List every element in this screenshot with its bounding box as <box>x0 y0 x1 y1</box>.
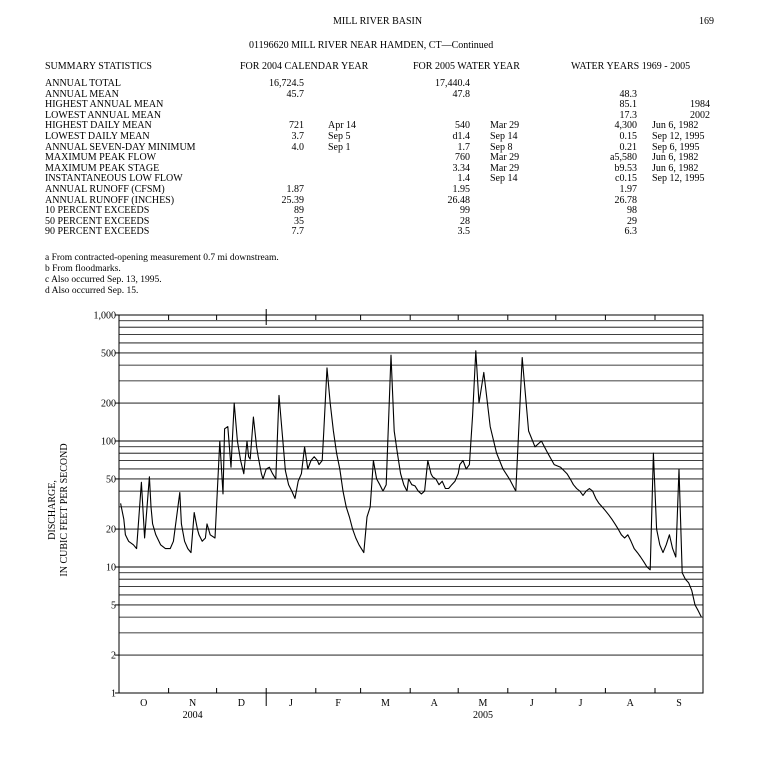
stat-value-2005: 540 <box>455 120 470 132</box>
stat-value-2004: 7.7 <box>291 226 304 238</box>
y-tick-label: 10 <box>106 562 116 574</box>
month-label: A <box>626 698 634 709</box>
stat-label: 10 PERCENT EXCEEDS <box>45 205 150 217</box>
stat-value-period: a5,580 <box>610 152 637 164</box>
month-label: A <box>430 698 438 709</box>
discharge-series-line <box>121 351 702 617</box>
stat-value-period: 1.97 <box>619 184 637 195</box>
stat-value-period: 48.3 <box>619 88 637 100</box>
stat-date-period: Jun 6, 1982 <box>652 152 699 164</box>
stat-value-period: b9.53 <box>614 162 637 174</box>
stat-date-2005: Sep 14 <box>490 173 518 185</box>
page-number: 169 <box>699 16 714 27</box>
stat-value-period: c0.15 <box>615 173 637 185</box>
stat-value-2004: 1.87 <box>286 184 304 195</box>
stat-date-2005: Mar 29 <box>490 162 520 174</box>
stat-label: MAXIMUM PEAK FLOW <box>45 152 157 164</box>
stat-label: INSTANTANEOUS LOW FLOW <box>45 173 183 185</box>
stat-value-2004: 4.0 <box>291 141 304 153</box>
station-title: 01196620 MILL RIVER NEAR HAMDEN, CT—Continued <box>249 40 494 51</box>
y-tick-label: 500 <box>101 348 116 360</box>
plot-frame <box>119 315 703 693</box>
y-axis-label-line2: IN CUBIC FEET PER SECOND <box>59 443 70 577</box>
y-tick-label: 2 <box>111 650 116 662</box>
stat-date-period: Sep 6, 1995 <box>652 141 700 153</box>
stat-date-2005: Mar 29 <box>490 152 520 164</box>
y-tick-label: 1,000 <box>93 310 116 322</box>
footnote-d: d Also occurred Sep. 15. <box>45 286 139 296</box>
stat-value-period: 0.15 <box>619 131 637 142</box>
month-label: F <box>335 698 341 709</box>
month-label: S <box>676 698 682 709</box>
footnote-a: a From contracted-opening measurement 0.7 mi downstream. <box>45 253 279 263</box>
stat-value-2005: 760 <box>455 152 470 164</box>
stat-value-2005: 1.95 <box>452 184 470 195</box>
stat-value-2004: 89 <box>294 205 304 217</box>
month-label: M <box>380 698 390 709</box>
stat-label: 90 PERCENT EXCEEDS <box>45 226 150 238</box>
stat-date-2005: Mar 29 <box>490 120 520 132</box>
stat-label: LOWEST ANNUAL MEAN <box>45 109 162 121</box>
year-label: 2005 <box>473 710 493 721</box>
stat-value-2004: 3.7 <box>291 131 304 142</box>
y-tick-label: 100 <box>101 436 116 448</box>
y-tick-label: 50 <box>106 474 116 486</box>
month-label: N <box>188 698 197 709</box>
stat-value-2005: d1.4 <box>452 131 470 142</box>
stat-label: 50 PERCENT EXCEEDS <box>45 215 150 227</box>
stat-value-2004: 721 <box>289 120 304 132</box>
period-of-record-header: WATER YEARS 1969 - 2005 <box>571 61 691 72</box>
calendar-year-header: FOR 2004 CALENDAR YEAR <box>240 61 369 72</box>
stat-value-2004: 25.39 <box>281 194 304 206</box>
month-label: J <box>289 698 293 709</box>
month-label: M <box>478 698 488 709</box>
stat-value-2005: 47.8 <box>452 88 470 100</box>
stat-value-period: 29 <box>627 215 637 227</box>
stat-value-period: 26.78 <box>614 194 637 206</box>
y-tick-label: 200 <box>101 398 116 410</box>
water-year-header: FOR 2005 WATER YEAR <box>413 61 520 72</box>
stat-value-2005: 1.4 <box>457 173 470 185</box>
stat-label: HIGHEST ANNUAL MEAN <box>45 99 164 111</box>
stat-value-2005: 28 <box>460 215 470 227</box>
stat-value-period: 4,300 <box>614 120 637 132</box>
stat-value-2005: 26.48 <box>447 194 470 206</box>
stat-date-period: Jun 6, 1982 <box>652 162 699 174</box>
y-tick-label: 1 <box>111 688 116 700</box>
stat-date-period: Sep 12, 1995 <box>652 131 705 142</box>
stat-value-2004: 45.7 <box>286 88 304 100</box>
stat-value-2005: 99 <box>460 205 470 217</box>
stat-label: ANNUAL RUNOFF (INCHES) <box>45 194 175 206</box>
stat-label: LOWEST DAILY MEAN <box>45 131 150 142</box>
stat-value-period: 0.21 <box>619 141 637 153</box>
stat-label: HIGHEST DAILY MEAN <box>45 120 152 132</box>
stat-value-2004: 35 <box>294 215 304 227</box>
stat-date-period: Sep 12, 1995 <box>652 173 705 185</box>
stat-label: ANNUAL SEVEN-DAY MINIMUM <box>45 141 196 153</box>
stat-label: ANNUAL MEAN <box>45 88 119 100</box>
stat-value-period: 98 <box>627 205 637 217</box>
stat-value-period: 85.1 <box>619 99 637 111</box>
stat-date-period: Jun 6, 1982 <box>652 120 699 132</box>
stat-date-period: 1984 <box>690 99 710 111</box>
summary-statistics-header: SUMMARY STATISTICS <box>45 61 152 72</box>
month-label: D <box>237 698 246 709</box>
stat-value-2005: 17,440.4 <box>435 78 470 89</box>
month-label: O <box>140 698 148 709</box>
footnote-b: b From floodmarks. <box>45 264 121 274</box>
stat-value-2004: 16,724.5 <box>269 78 304 89</box>
footnote-c: c Also occurred Sep. 13, 1995. <box>45 275 162 285</box>
y-axis-label-line1: DISCHARGE, <box>47 480 58 540</box>
stat-date-2005: Sep 14 <box>490 131 518 142</box>
stat-value-2005: 3.5 <box>457 226 470 238</box>
stat-date-period: 2002 <box>690 109 710 121</box>
basin-title: MILL RIVER BASIN <box>333 16 423 27</box>
stat-value-2005: 1.7 <box>457 141 470 153</box>
stat-value-period: 17.3 <box>619 109 637 121</box>
y-tick-label: 20 <box>106 524 116 536</box>
y-tick-label: 5 <box>111 600 116 612</box>
stat-label: ANNUAL TOTAL <box>45 78 121 89</box>
stat-date-2004: Apr 14 <box>328 120 357 132</box>
stat-date-2004: Sep 5 <box>328 131 351 142</box>
stat-date-2004: Sep 1 <box>328 141 351 153</box>
stat-label: ANNUAL RUNOFF (CFSM) <box>45 184 165 195</box>
month-label: J <box>578 698 583 709</box>
stat-value-2005: 3.34 <box>452 162 470 174</box>
stat-value-period: 6.3 <box>624 226 637 238</box>
year-label: 2004 <box>182 710 203 721</box>
month-label: J <box>529 698 534 709</box>
stat-label: MAXIMUM PEAK STAGE <box>45 162 160 174</box>
stat-date-2005: Sep 8 <box>490 141 513 153</box>
